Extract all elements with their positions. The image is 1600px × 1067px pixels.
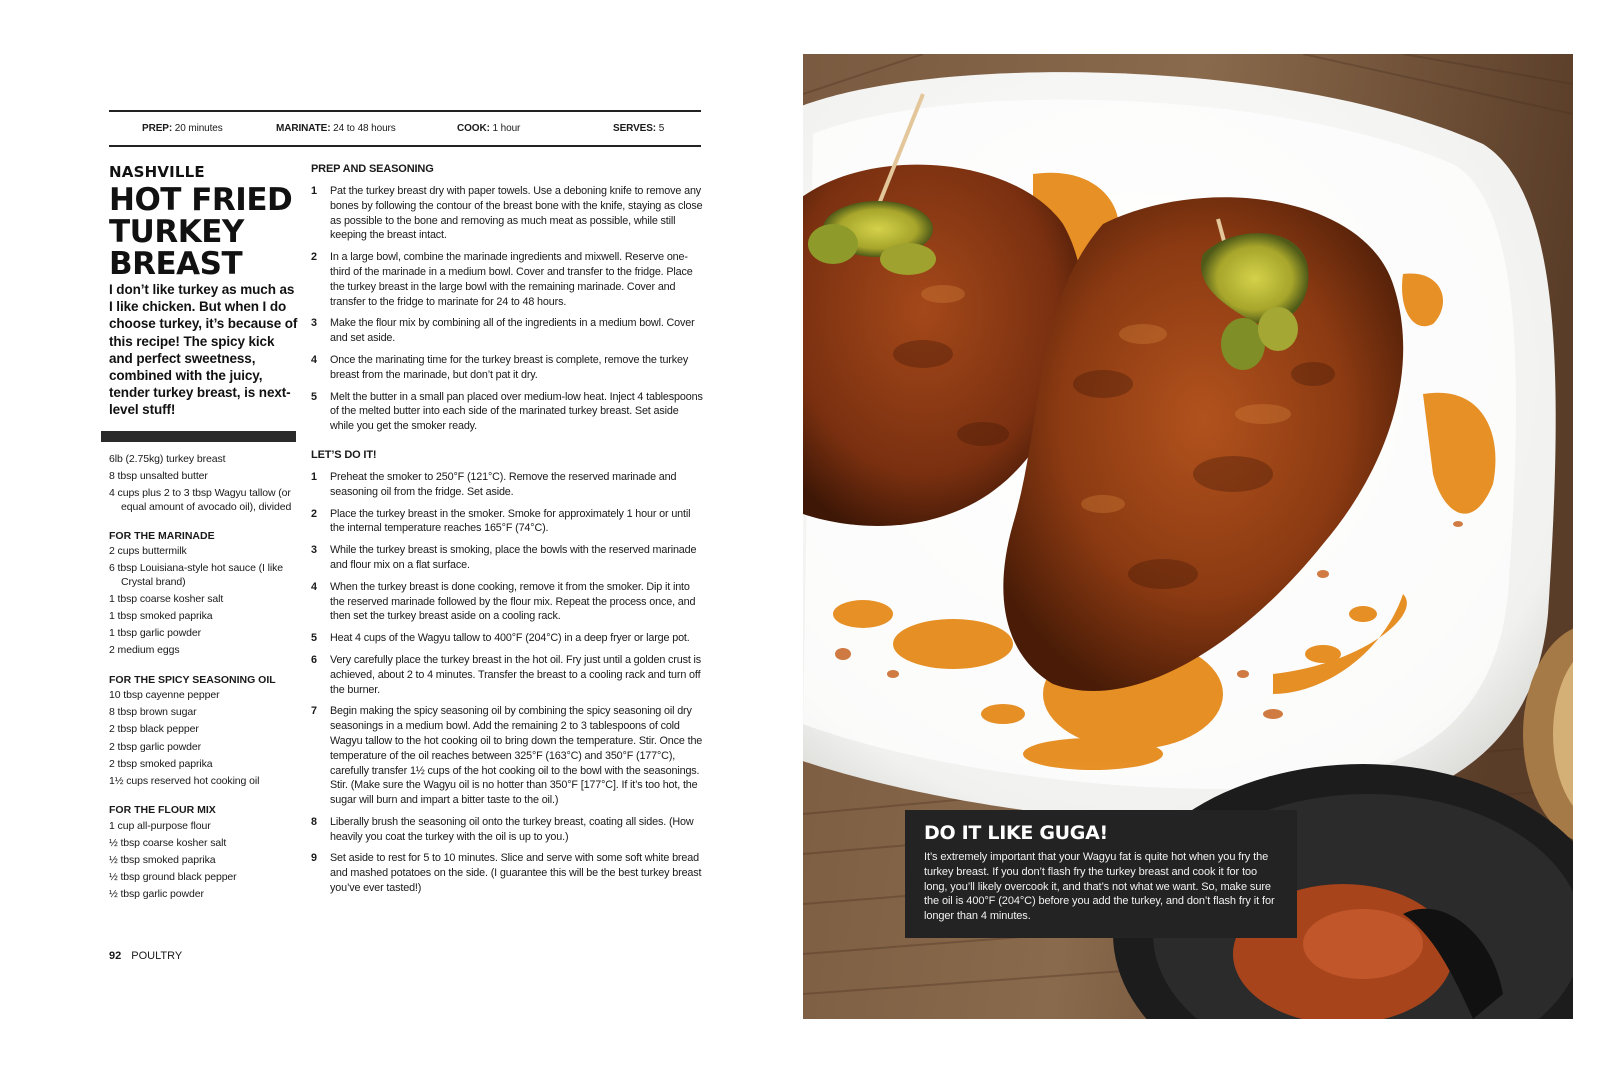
step-text: Once the marinating time for the turkey breast is complete, remove the turkey breast from the marinade, but don’t pat it dry. xyxy=(330,353,689,381)
title-kicker: NASHVILLE xyxy=(109,163,205,181)
step-number: 6 xyxy=(311,653,317,666)
step-number: 2 xyxy=(311,251,317,264)
method-step xyxy=(311,184,703,243)
method-step xyxy=(311,631,703,646)
step-number: 3 xyxy=(311,317,317,330)
recipe-title-block xyxy=(109,163,299,419)
title-line-1: HOT FRIED xyxy=(109,182,293,218)
serves-label: SERVES: xyxy=(613,123,657,134)
flour-mix-heading: FOR THE FLOUR MIX xyxy=(109,804,216,817)
method-step xyxy=(311,704,703,808)
ingredient-item: 1 tbsp garlic powder xyxy=(109,627,201,640)
marinate-label: MARINATE: xyxy=(276,123,331,134)
servings xyxy=(613,123,664,134)
section-name: POULTRY xyxy=(131,950,183,962)
ingredient-item: ½ tbsp garlic powder xyxy=(109,888,204,901)
step-number: 1 xyxy=(311,470,317,483)
cook-label: COOK: xyxy=(457,123,490,134)
ingredient-item: 1 cup all-purpose flour xyxy=(109,819,211,832)
method-step xyxy=(311,815,703,845)
ingredient-item: ½ tbsp coarse kosher salt xyxy=(109,836,227,849)
method-step xyxy=(311,851,703,895)
page-footer xyxy=(109,950,182,962)
method-step xyxy=(311,353,703,383)
ingredient-item: 2 cups buttermilk xyxy=(109,545,187,558)
ingredient-item: ½ tbsp ground black pepper xyxy=(109,871,237,884)
main-ingredients xyxy=(109,453,299,514)
ingredient-item: 2 medium eggs xyxy=(109,644,180,657)
ingredient-item: 2 tbsp garlic powder xyxy=(109,740,201,753)
step-number: 1 xyxy=(311,185,317,197)
ingredient-item: 2 tbsp smoked paprika xyxy=(109,757,213,770)
step-number: 9 xyxy=(311,852,317,865)
step-text: When the turkey breast is done cooking, remove it from the smoker. Dip it into the reserved marinade followed by the flour mix. Repeat the process once, and then set the turkey breast aside on a cooling rack. xyxy=(330,580,696,623)
flour-mix-ingredients xyxy=(109,820,299,902)
recipe-meta-bar xyxy=(109,110,701,147)
doit-steps-list xyxy=(311,470,703,896)
step-number: 7 xyxy=(311,705,317,718)
method-step xyxy=(311,543,703,573)
ingredient-item: 1½ cups reserved hot cooking oil xyxy=(109,775,260,788)
method-step xyxy=(311,653,703,697)
cook-value: 1 hour xyxy=(492,123,521,134)
ingredient-item: ½ tbsp smoked paprika xyxy=(109,854,216,867)
ingredient-item: 6lb (2.75kg) turkey breast xyxy=(109,453,226,465)
prep-time xyxy=(142,123,223,134)
step-text: Preheat the smoker to 250°F (121°C). Remove the reserved marinade and seasoning oil from the fridge. Set aside. xyxy=(330,470,677,498)
step-text: Begin making the spicy seasoning oil by combining the spicy seasoning oil dry seasonings in a medium bowl. Add the remaining 2 to 3 tablespoons of cold Wagyu tallow to the hot cooking oil to bring down the temperature. Stir. Once the temperature of the oil reaches between 325°F (163°C) and 350°F (177°C), carefully transfer 1½ cups of the hot cooking oil to the bowl with the seasonings. Stir. (Make sure the Wagyu oil is no hotter than 350°F [177°C]. If it’s too hot, the sugar will burn and impart a bitter taste to the oil.) xyxy=(330,705,703,807)
doit-heading: LET’S DO IT! xyxy=(311,448,377,461)
prep-heading: PREP AND SEASONING xyxy=(311,163,434,175)
step-number: 3 xyxy=(311,544,317,557)
marinate-value: 24 to 48 hours xyxy=(333,123,396,134)
serves-value: 5 xyxy=(658,123,665,134)
ingredient-item: 6 tbsp Louisiana-style hot sauce (I like Crystal brand) xyxy=(109,562,284,588)
prep-label: PREP: xyxy=(142,123,173,134)
spicy-oil-heading: FOR THE SPICY SEASONING OIL xyxy=(109,673,276,686)
ingredient-item: 8 tbsp brown sugar xyxy=(109,706,197,719)
method-step xyxy=(311,507,703,537)
prep-value: 20 minutes xyxy=(174,123,223,134)
marinade-heading: FOR THE MARINADE xyxy=(109,529,215,542)
ingredient-item: 8 tbsp unsalted butter xyxy=(109,470,208,483)
title-divider xyxy=(101,431,296,442)
recipe-intro: I don’t like turkey as much as I like chicken. But when I do choose turkey, it’s because of this recipe! The spicy kick and perfect sweetness, combined with the juicy, tender turkey breast, is next-level stuff! xyxy=(109,282,298,418)
step-text: Make the flour mix by combining all of the ingredients in a medium bowl. Cover and set aside. xyxy=(330,317,695,345)
cook-time xyxy=(457,123,520,134)
step-text: Very carefully place the turkey breast in the hot oil. Fry just until a golden crust is achieved, about 2 to 4 minutes. Transfer the breast to a cooling rack and turn off the burner. xyxy=(330,653,702,696)
prep-steps-list xyxy=(311,184,703,434)
step-text: In a large bowl, combine the marinade ingredients and mixwell. Reserve one-third of the marinade in a medium bowl. Cover and transfer to the fridge. Place the turkey breast in the large bowl with the remaining marinade. Cover and transfer to the fridge to marinate for 24 to 48 hours. xyxy=(330,251,693,308)
ingredient-item: 4 cups plus 2 to 3 tbsp Wagyu tallow (or equal amount of avocado oil), divided xyxy=(109,487,292,513)
ingredient-item: 1 tbsp coarse kosher salt xyxy=(109,592,224,605)
step-text: Pat the turkey breast dry with paper towels. Use a deboning knife to remove any bones by following the contour of the breast bone with the knife, staying as close as possible to the bone and removing as much meat as possible, while still keeping the breast intact. xyxy=(330,185,703,242)
title-line-2: TURKEY xyxy=(109,214,244,250)
ingredient-item: 1 tbsp smoked paprika xyxy=(109,610,213,623)
step-text: Melt the butter in a small pan placed over medium-low heat. Inject 4 tablespoons of the melted butter into each side of the marinated turkey breast. Set aside while you get the smoker ready. xyxy=(330,390,703,433)
step-number: 8 xyxy=(311,815,317,828)
step-number: 2 xyxy=(311,507,317,520)
marinate-time xyxy=(276,123,396,134)
method-step xyxy=(311,580,703,624)
tip-title: DO IT LIKE GUGA! xyxy=(924,822,1108,844)
step-number: 5 xyxy=(311,632,317,645)
step-text: Heat 4 cups of the Wagyu tallow to 400°F (204°C) in a deep fryer or large pot. xyxy=(330,632,690,645)
step-text: Liberally brush the seasoning oil onto the turkey breast, coating all sides. (How heavily you coat the turkey with the oil is up to you.) xyxy=(330,815,694,843)
tip-body: It’s extremely important that your Wagyu fat is quite hot when you fry the turkey breast. If you don’t flash fry the turkey breast and cook it for too long, you’ll likely overcook it, and that’s not what we want. So, make sure the oil is 400°F (204°C) before you add the turkey, and don’t flash fry it for longer than 4 minutes. xyxy=(924,851,1275,923)
step-text: Place the turkey breast in the smoker. Smoke for approximately 1 hour or until the internal temperature reaches 165°F (74°C). xyxy=(330,507,691,535)
method-step xyxy=(311,390,703,434)
step-text: Set aside to rest for 5 to 10 minutes. Slice and serve with some soft white bread and mashed potatoes on the side. (I guarantee this will be the best turkey breast you’ve ever tasted!) xyxy=(330,852,702,895)
ingredient-item: 2 tbsp black pepper xyxy=(109,723,199,736)
ingredients-list xyxy=(109,453,299,906)
spicy-oil-ingredients xyxy=(109,689,299,788)
step-number: 4 xyxy=(311,353,317,366)
tip-callout xyxy=(905,810,1297,938)
page-number: 92 xyxy=(109,950,122,962)
method-step xyxy=(311,470,703,500)
step-number: 5 xyxy=(311,390,317,403)
method-steps xyxy=(311,163,703,903)
marinade-ingredients xyxy=(109,545,299,657)
step-text: While the turkey breast is smoking, place the bowls with the reserved marinade and flour mix on a flat surface. xyxy=(330,544,697,571)
step-number: 4 xyxy=(311,580,317,593)
title-line-3: BREAST xyxy=(109,246,243,282)
method-step xyxy=(311,250,703,309)
recipe-title xyxy=(109,184,299,280)
method-step xyxy=(311,316,703,346)
ingredient-item: 10 tbsp cayenne pepper xyxy=(109,689,220,702)
